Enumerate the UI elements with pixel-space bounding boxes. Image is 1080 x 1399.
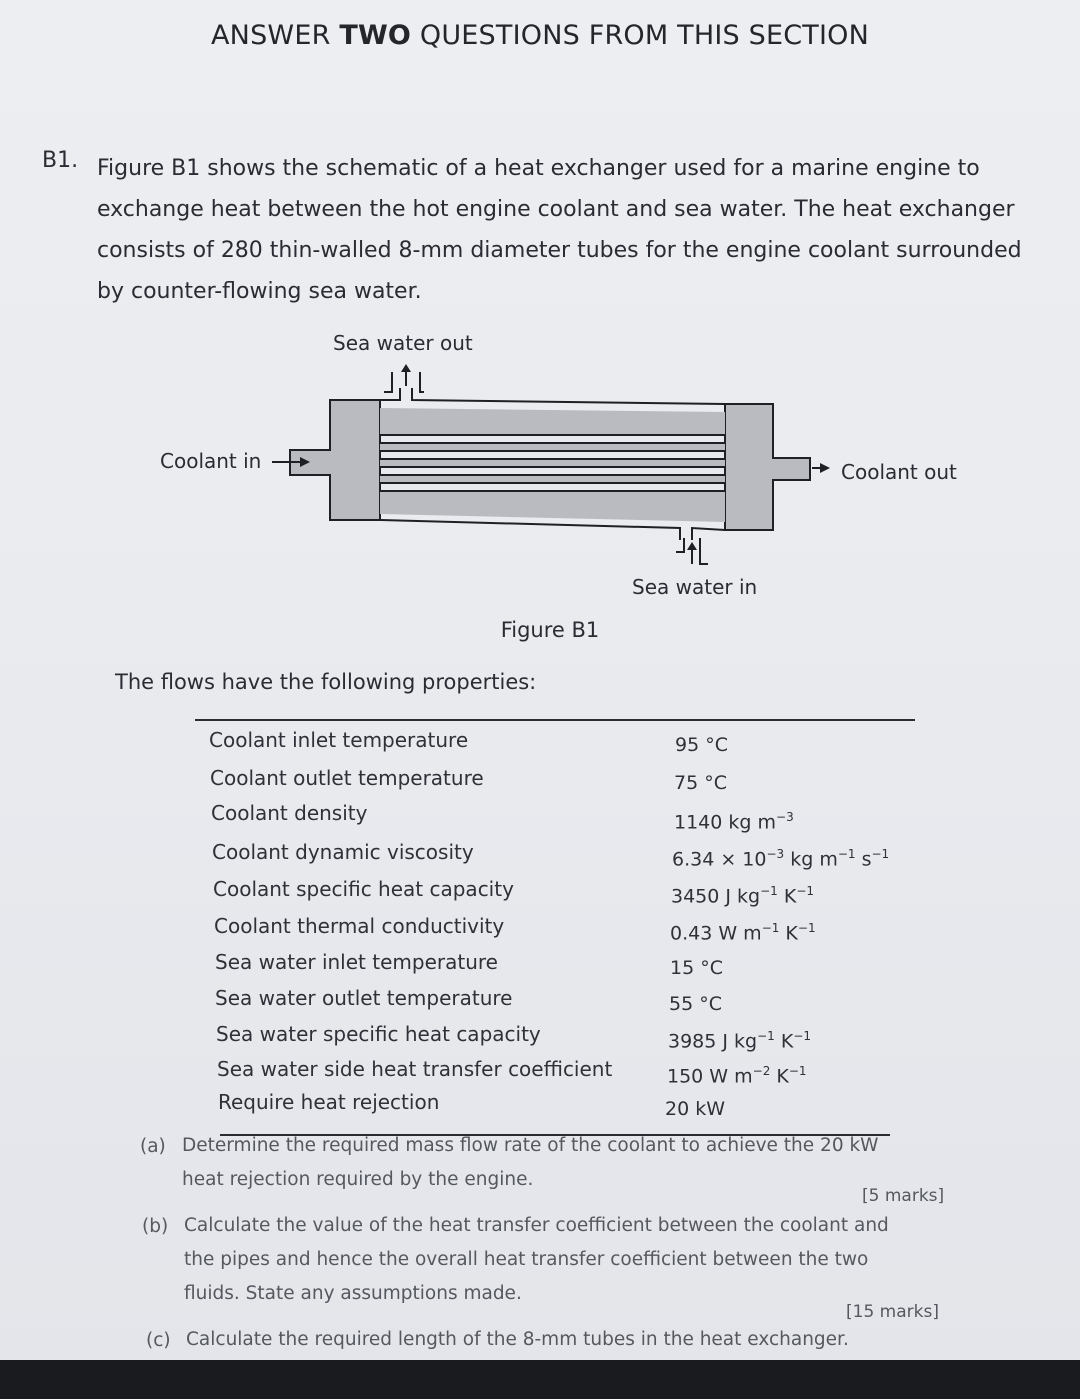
property-value: 20 kW: [665, 1098, 726, 1120]
shell-top-wall: [380, 388, 725, 404]
tube: [380, 467, 725, 475]
figure-caption: Figure B1: [500, 618, 600, 642]
subquestion-label: (c): [146, 1330, 171, 1351]
coolant-out-label: Coolant out: [841, 460, 957, 484]
property-value: 3450 J $kg^{-1}$ $K^{-1}$: [671, 884, 815, 908]
table-top-rule: [195, 719, 915, 721]
subquestion-line: fluids. State any assumptions made.: [184, 1283, 522, 1304]
property-name: Sea water specific heat capacity: [216, 1022, 541, 1046]
property-value: 3985 J $kg^{-1}$ $K^{-1}$: [668, 1029, 812, 1053]
coolant-out-arrowhead: [820, 463, 830, 473]
marks-label: [5 marks]: [862, 1186, 945, 1206]
question-line: by counter-flowing sea water.: [97, 279, 422, 304]
property-value: 15 °C: [670, 957, 723, 979]
sea-water-out-nozzle: [384, 372, 424, 392]
property-name: Sea water outlet temperature: [215, 986, 513, 1010]
question-line: exchange heat between the hot engine coolant and sea water. The heat exchanger: [97, 197, 1015, 222]
tube: [380, 451, 725, 459]
subquestion-line: heat rejection required by the engine.: [182, 1169, 534, 1190]
property-name: Require heat rejection: [218, 1090, 440, 1114]
heat-exchanger-figure: [0, 320, 1080, 620]
property-name: Sea water side heat transfer coefficient: [217, 1057, 613, 1081]
subquestion-label: (a): [140, 1136, 166, 1157]
subquestion-line: Calculate the required length of the 8-mm tubes in the heat exchanger.: [186, 1329, 849, 1350]
tube: [380, 483, 725, 491]
subquestion-text: [184, 1209, 889, 1311]
property-name: Coolant dynamic viscosity: [212, 840, 474, 864]
subquestion-line: the pipes and hence the overall heat transfer coefficient between the two: [184, 1249, 869, 1270]
heat-exchanger-schematic: [0, 320, 1080, 620]
coolant-in-label: Coolant in: [160, 449, 262, 473]
sea-water-in-label: Sea water in: [632, 575, 758, 599]
subquestion-line: Determine the required mass flow rate of the coolant to achieve the 20 kW: [182, 1135, 879, 1156]
property-name: Coolant specific heat capacity: [213, 877, 514, 901]
property-name: Coolant outlet temperature: [210, 766, 484, 790]
property-value: 150 W $m^{-2}$ $K^{-1}$: [667, 1064, 807, 1088]
subquestion-text: [186, 1323, 849, 1357]
property-value: $6.34 \times 10^{-3}$ kg $m^{-1}$ $s^{-1}$: [672, 847, 890, 871]
question-line: Figure B1 shows the schematic of a heat exchanger used for a marine engine to: [97, 156, 980, 181]
subquestion-text: [182, 1129, 878, 1197]
property-value: 75 °C: [674, 772, 727, 794]
shell-bottom-wall: [380, 520, 725, 540]
shell-body: [380, 408, 725, 522]
property-value: 55 °C: [669, 993, 722, 1015]
property-value: 1140 kg $m^{-3}$: [674, 810, 794, 834]
property-name: Sea water inlet temperature: [215, 950, 498, 974]
sea-water-out-arrowhead: [401, 364, 411, 372]
section-heading: ANSWER TWO QUESTIONS FROM THIS SECTION: [211, 20, 869, 51]
property-value: 95 °C: [675, 734, 728, 756]
sea-water-out-label: Sea water out: [333, 331, 473, 355]
marks-label: [15 marks]: [846, 1302, 939, 1322]
right-header: [725, 404, 810, 530]
question-number: B1.: [42, 148, 79, 173]
screen-bezel: [0, 1360, 1080, 1399]
tube: [380, 435, 725, 443]
property-name: Coolant density: [211, 801, 368, 825]
property-value: 0.43 W $m^{-1}$ $K^{-1}$: [670, 921, 816, 945]
property-name: Coolant thermal conductivity: [214, 914, 505, 938]
subquestion-line: Calculate the value of the heat transfer coefficient between the coolant and: [184, 1215, 889, 1236]
question-line: consists of 280 thin-walled 8-mm diameter tubes for the engine coolant surrounded: [97, 238, 1022, 263]
sea-water-in-arrowhead: [687, 542, 697, 550]
properties-intro: The flows have the following properties:: [115, 670, 537, 694]
subquestion-label: (b): [142, 1216, 169, 1237]
property-name: Coolant inlet temperature: [209, 728, 469, 752]
question-text: [97, 148, 1047, 312]
